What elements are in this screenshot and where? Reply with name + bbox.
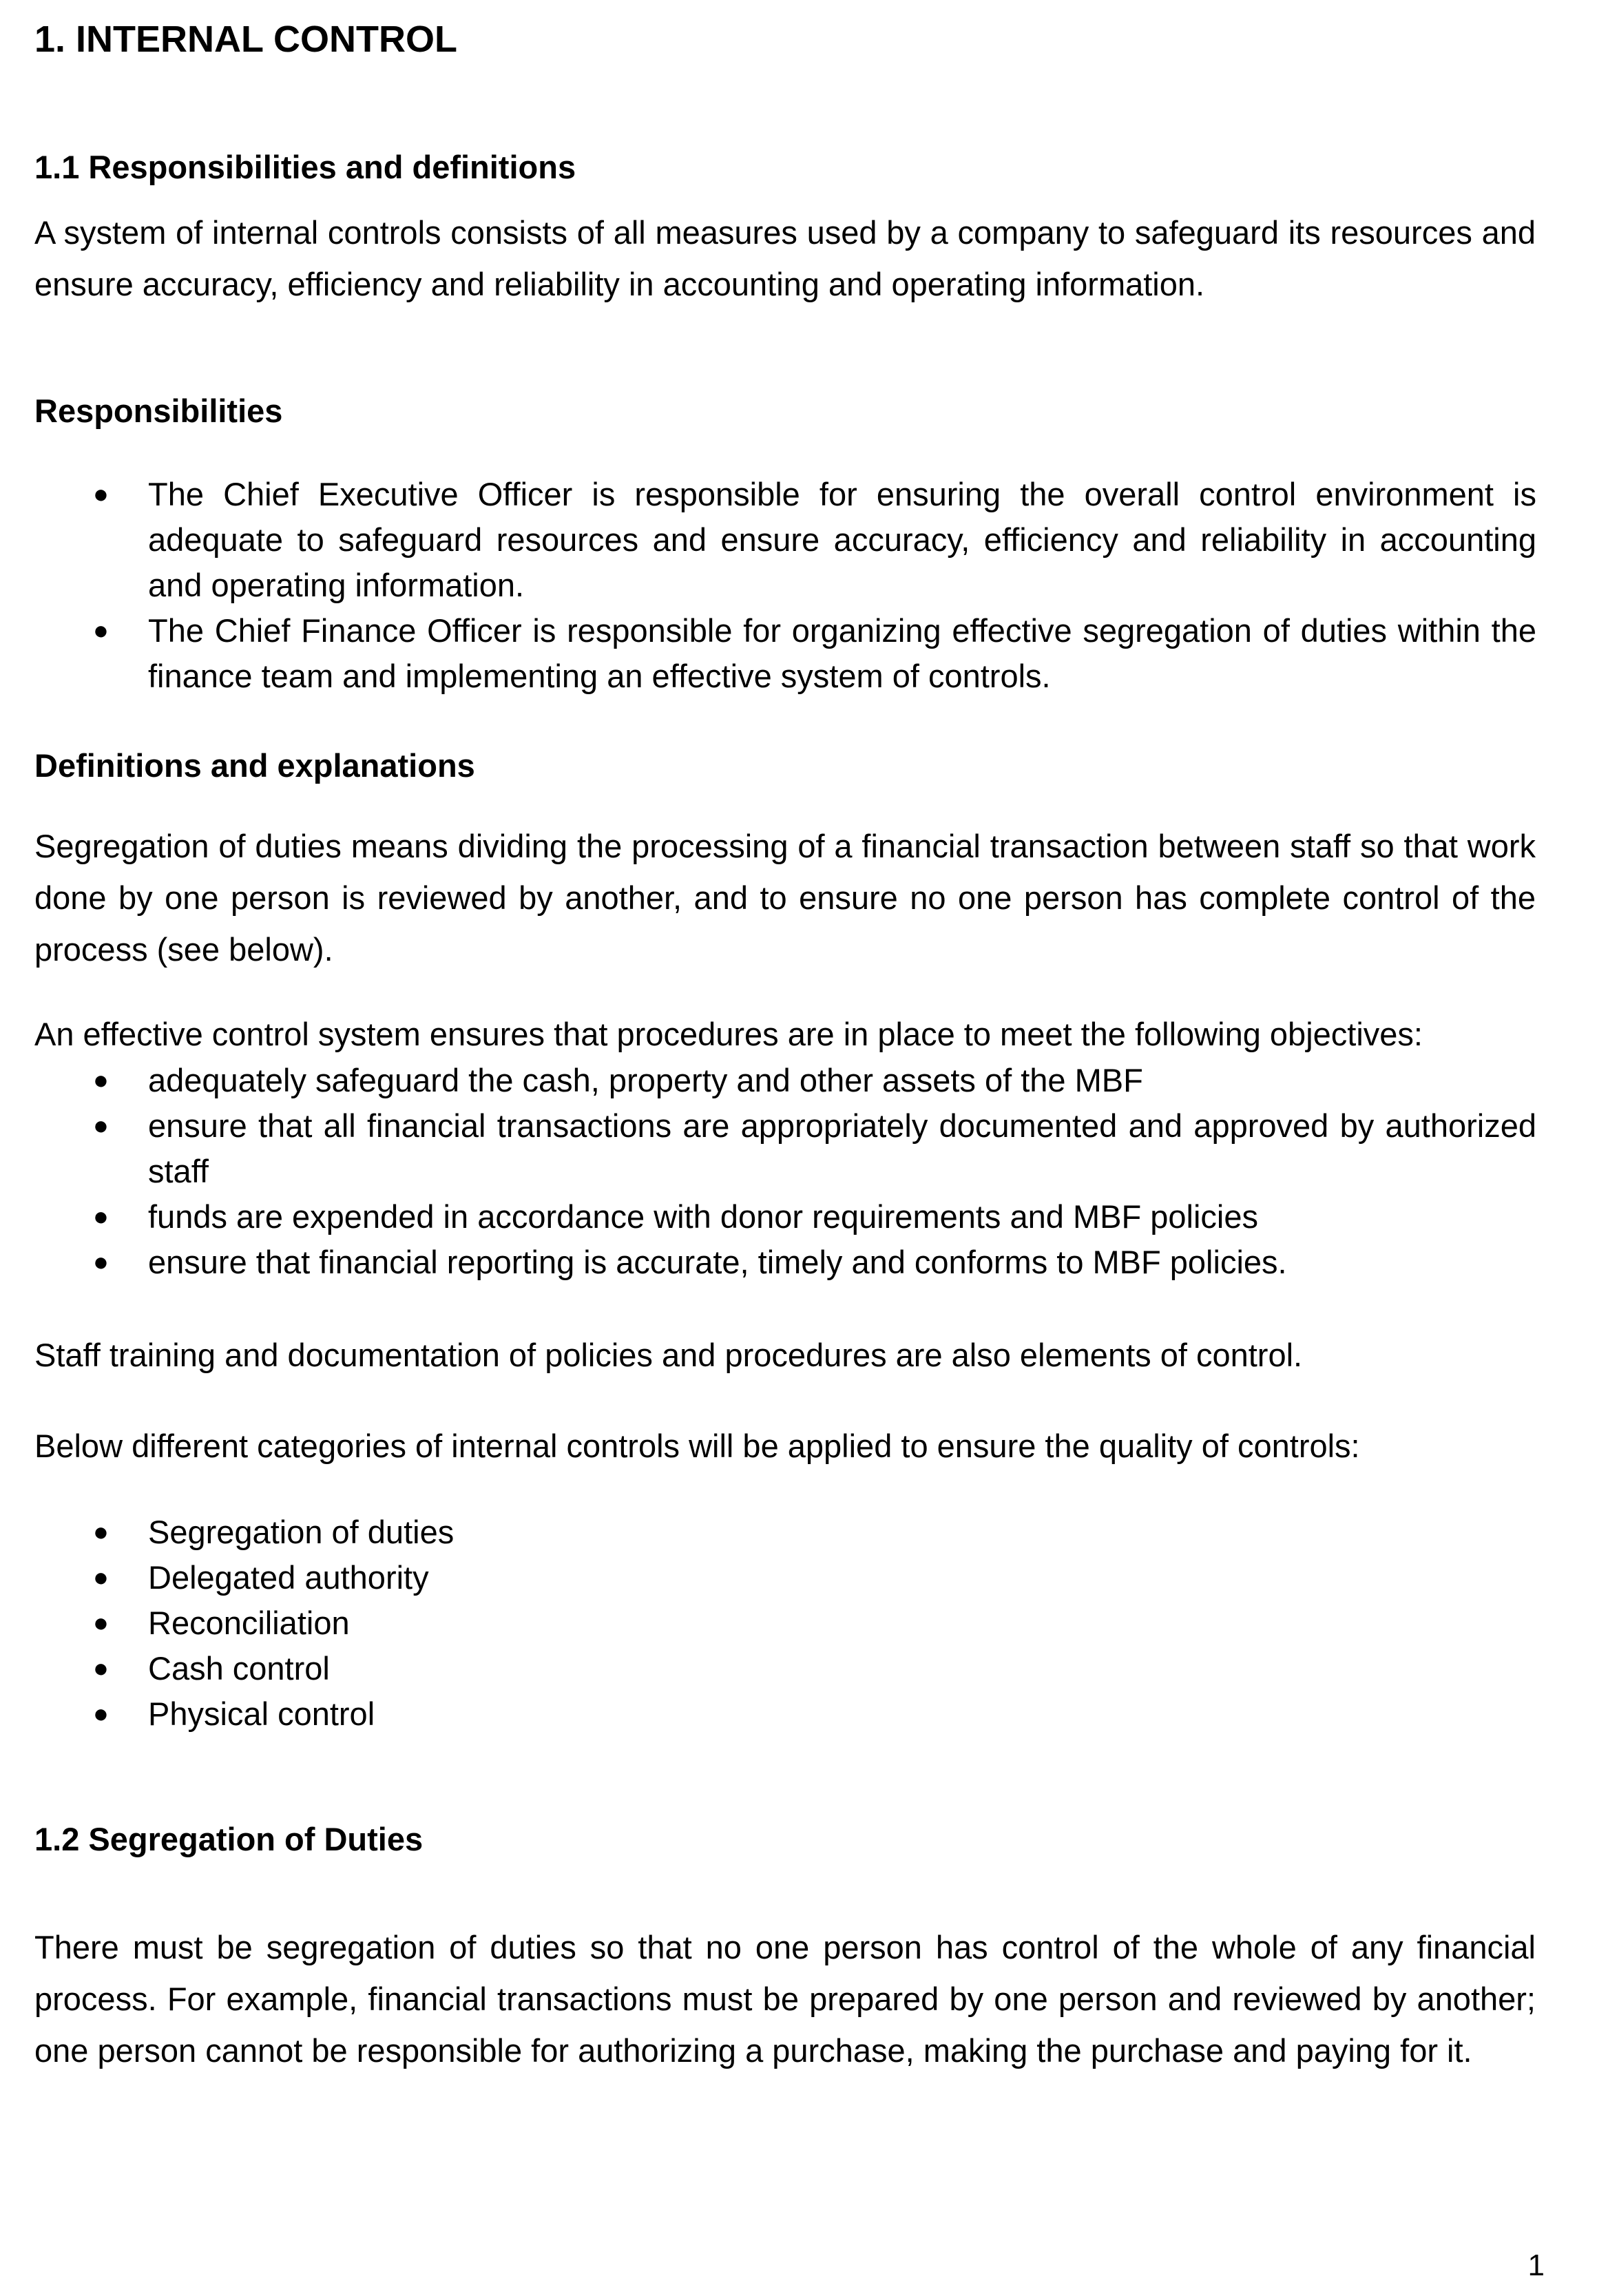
list-item	[0, 1058, 1536, 1103]
bullet-icon: ●	[93, 1202, 109, 1231]
list-item-text: Reconciliation	[148, 1605, 350, 1641]
bullet-icon: ●	[93, 616, 109, 645]
training-note: Staff training and documentation of policies and procedures are also elements of control.	[34, 1337, 1303, 1373]
list-item-text: Delegated authority	[148, 1559, 429, 1596]
list-item-text: Cash control	[148, 1650, 330, 1687]
list-item-text: adequately safeguard the cash, property and other assets of the MBF	[148, 1062, 1143, 1098]
page-number: 1	[1527, 2248, 1545, 2282]
bullet-icon: ●	[93, 1654, 109, 1683]
definitions-heading: Definitions and explanations	[34, 747, 475, 784]
segregation-definition-paragraph: Segregation of duties means dividing the processing of a financial transaction between staff so that work done by one person is reviewed by another, and to ensure no one person has complete control of the process (see below).	[34, 828, 1536, 968]
list-item-text: Physical control	[148, 1695, 375, 1732]
list-item	[0, 1691, 1536, 1737]
list-item-text: ensure that all financial transactions are appropriately documented and approved by authorized staff	[148, 1107, 1536, 1189]
bullet-icon: ●	[93, 1248, 109, 1277]
bullet-icon: ●	[93, 1563, 109, 1592]
segregation-paragraph: There must be segregation of duties so that no one person has control of the whole of any financial process. For example, financial transactions must be prepared by one person and reviewed by another; one person cannot be responsible for authorizing a purchase, making the purchase and paying for it.	[34, 1929, 1536, 2069]
bullet-icon: ●	[93, 480, 109, 509]
list-item-text: funds are expended in accordance with donor requirements and MBF policies	[148, 1198, 1258, 1235]
list-item-text: Segregation of duties	[148, 1514, 455, 1550]
objectives-intro: An effective control system ensures that procedures are in place to meet the following objectives:	[34, 1016, 1423, 1052]
list-item	[0, 1103, 1536, 1194]
list-item	[0, 1600, 1536, 1646]
list-item	[0, 472, 1536, 608]
list-item	[0, 1194, 1536, 1240]
section-heading-1-1: 1.1 Responsibilities and definitions	[34, 149, 576, 185]
list-item	[0, 1555, 1536, 1600]
bullet-icon: ●	[93, 1700, 109, 1729]
responsibilities-heading: Responsibilities	[34, 393, 283, 429]
document-title: 1. INTERNAL CONTROL	[34, 19, 458, 60]
objectives-list	[0, 1058, 1536, 1285]
intro-paragraph: A system of internal controls consists of all measures used by a company to safeguard its resources and ensure accuracy, efficiency and reliability in accounting and operating information.	[34, 214, 1536, 302]
list-item	[0, 608, 1536, 699]
responsibilities-list	[0, 472, 1536, 699]
bullet-icon: ●	[93, 1518, 109, 1547]
categories-intro: Below different categories of internal controls will be applied to ensure the quality of controls:	[34, 1428, 1360, 1464]
list-item-text: ensure that financial reporting is accurate, timely and conforms to MBF policies.	[148, 1244, 1287, 1280]
categories-list	[0, 1510, 1536, 1737]
bullet-icon: ●	[93, 1112, 109, 1140]
section-heading-1-2: 1.2 Segregation of Duties	[34, 1821, 424, 1857]
list-item-text: The Chief Finance Officer is responsible for organizing effective segregation of duties within the finance team and implementing an effective system of controls.	[148, 612, 1536, 694]
bullet-icon: ●	[93, 1066, 109, 1095]
list-item	[0, 1510, 1536, 1555]
list-item	[0, 1646, 1536, 1691]
bullet-icon: ●	[93, 1609, 109, 1638]
list-item	[0, 1240, 1536, 1285]
list-item-text: The Chief Executive Officer is responsible for ensuring the overall control environment is adequate to safeguard resources and ensure accuracy, efficiency and reliability in accounting and operating information.	[148, 476, 1536, 603]
